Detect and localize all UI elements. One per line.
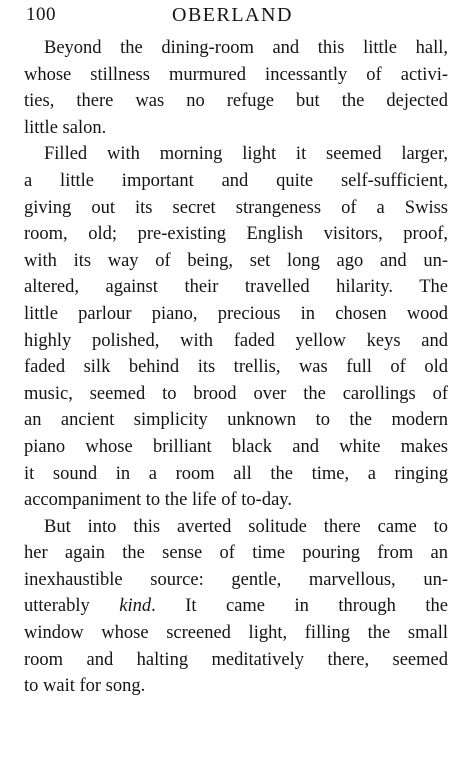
text-line: accompaniment to the life of to-day. [24,490,292,511]
text-line: piano whose brilliant black and white makes [24,436,448,457]
text-line: it sound in a room all the time, a ringing [24,463,448,484]
text-segment: . It came in through the [151,596,448,617]
text-line: to wait for song. [24,676,146,697]
text-line: whose stillness murmured incessantly of activi- [24,64,448,85]
paragraph-2 [24,141,448,513]
text-line: Beyond the dining-room and this little hall, [44,38,448,58]
body-text [24,35,448,700]
text-line: music, seemed to brood over the carollings of [24,383,448,404]
page-header [26,2,446,28]
text-line: highly polished, with faded yellow keys and [24,330,448,351]
text-line: her again the sense of time pouring from an [24,543,448,564]
italic-word: kind [119,596,152,617]
text-line: But into this averted solitude there came to [44,516,448,537]
text-line: room and halting meditatively there, seemed [24,649,448,670]
text-line: altered, against their travelled hilarity. The [24,277,448,298]
text-line: an ancient simplicity unknown to the modern [24,410,448,431]
text-line: room, old; pre-existing English visitors, proof, [24,224,448,245]
paragraph-1 [24,35,448,141]
running-head: OBERLAND [172,4,293,26]
paragraph-3 [24,514,448,700]
text-line: inexhaustible source: gentle, marvellous, un- [24,569,448,590]
text-line: little parlour piano, precious in chosen wood [24,303,448,324]
text-line-with-italic [24,593,448,620]
text-line: ties, there was no refuge but the dejected [24,91,448,112]
text-line: window whose screened light, filling the small [24,623,448,644]
page-number: 100 [26,4,56,25]
text-line: with its way of being, set long ago and un- [24,250,448,271]
text-line: faded silk behind its trellis, was full of old [24,357,448,378]
text-segment: utterably [24,596,120,617]
text-line: Filled with morning light it seemed larger, [44,144,448,165]
text-line: little salon. [24,117,107,138]
text-line: a little important and quite self-sufficient, [24,170,448,191]
text-line: giving out its secret strangeness of a Swiss [24,197,448,218]
